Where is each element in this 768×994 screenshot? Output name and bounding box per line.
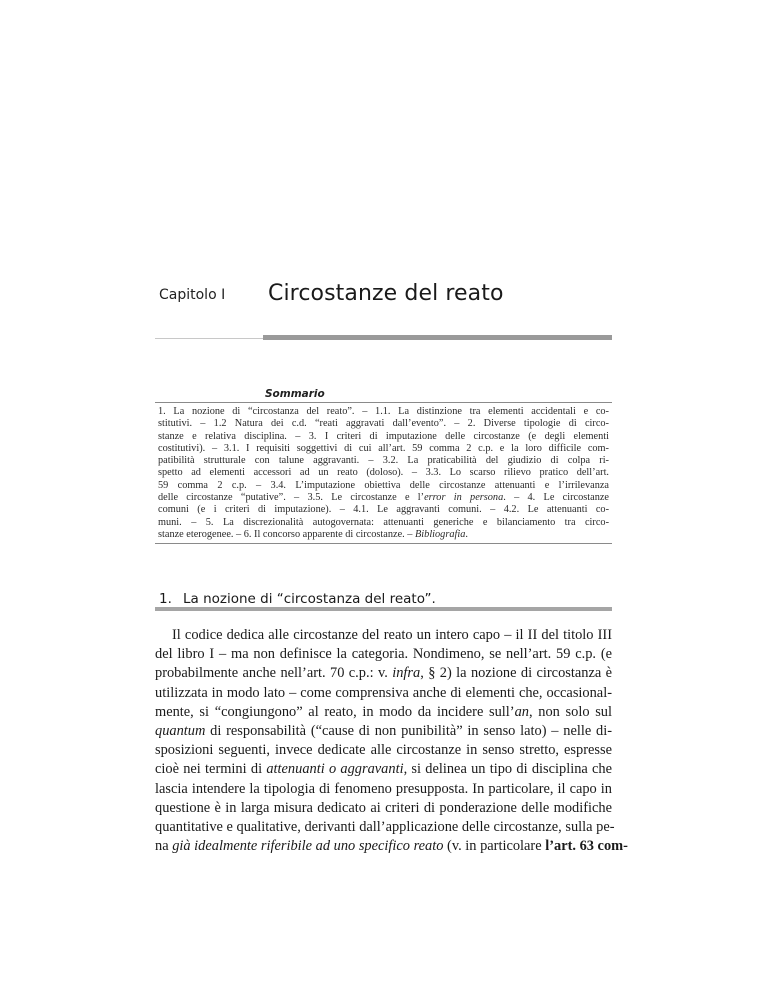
summary-line: muni. – 5. La discrezionalità autogovernata: attenuanti generiche e bilanciamento tra circo-	[158, 516, 609, 528]
body-line: Il codice dedica alle circostanze del reato un intero capo – il II del titolo III	[172, 627, 612, 643]
summary-line: delle circostanze “putative”. – 3.5. Le circostanze e l’error in persona. – 4. Le circostanze	[158, 492, 609, 504]
summary-line: stitutivi. – 1.2 Natura dei c.d. “reati aggravati dall’evento”. – 2. Diverse tipologie di circo-	[158, 418, 609, 430]
summary-line: 1. La nozione di “circostanza del reato”. – 1.1. La distinzione tra elementi accidentali e co-	[158, 406, 609, 417]
body-line: probabilmente anche nell’art. 70 c.p.: v. infra, § 2) la nozione di circostanza è	[155, 665, 612, 682]
chapter-rule-thin	[155, 338, 263, 339]
summary-line: comuni (e i criteri di imputazione). – 4.1. Le aggravanti comuni. – 4.2. Le attenuanti co-	[158, 504, 609, 516]
body-line: utilizzata in modo lato – come comprensiva anche di elementi che, occasional-	[155, 684, 612, 701]
summary-line: costitutivi). – 3.1. I requisiti soggettivi di cui all’art. 59 comma 2 c.p. e la loro difficile com-	[158, 442, 609, 454]
summary-heading: Sommario	[265, 388, 325, 400]
section-number: 1.	[159, 591, 172, 607]
body-text	[155, 626, 628, 856]
body-line: quantum di responsabilità (“cause di non punibilità” in senso lato) – nelle di-	[155, 723, 612, 740]
body-line: mente, si “congiungono” al reato, in modo da incidere sull’an, non solo sul	[155, 703, 612, 720]
summary-line: stanze eterogenee. – 6. Il concorso apparente di circostanze. – Bibliografia.	[158, 528, 468, 540]
body-line: cioè nei termini di attenuanti o aggravanti, si delinea un tipo di disciplina che	[155, 761, 613, 778]
body-line: del libro I – ma non definisce la categoria. Nondimeno, se nell’art. 59 c.p. (e	[155, 646, 612, 663]
section-rule-thick	[155, 607, 612, 611]
chapter-label: Capitolo I	[159, 287, 226, 303]
chapter-rule-thick	[263, 335, 612, 340]
summary-line: 59 comma 2 c.p. – 3.4. L’imputazione obiettiva delle circostanze attenuanti e l’irrilevanza	[158, 479, 609, 491]
chapter-title: Circostanze del reato	[268, 281, 504, 306]
summary-text	[158, 406, 609, 541]
summary-line: spetto ad elementi accessori ad un reato (doloso). – 3.3. Lo scarso rilievo pratico dell’art.	[158, 467, 609, 479]
body-line: questione è in larga misura dedicato ai criteri di ponderazione delle modifiche	[155, 799, 612, 816]
body-line: lascia intendere la tipologia di fenomeno presupposta. In particolare, il capo in	[155, 780, 612, 797]
summary-line: stanze e relativa disciplina. – 3. I criteri di imputazione delle circostanze (e degli elementi	[158, 430, 609, 442]
body-line: quantitative e qualitative, derivanti dall’applicazione delle circostanze, sulla pe-	[155, 819, 615, 836]
body-line: sposizioni seguenti, invece dedicate alle circostanze in senso stretto, espresse	[155, 742, 612, 759]
summary-line: patibilità strutturale con talune aggravanti. – 3.2. La praticabilità del giudizio di colpa ri-	[158, 455, 609, 467]
section-title: La nozione di “circostanza del reato”.	[183, 591, 436, 607]
body-line: na già idealmente riferibile ad uno specifico reato (v. in particolare l’art. 63 com-	[155, 838, 628, 855]
section-heading	[159, 591, 436, 607]
